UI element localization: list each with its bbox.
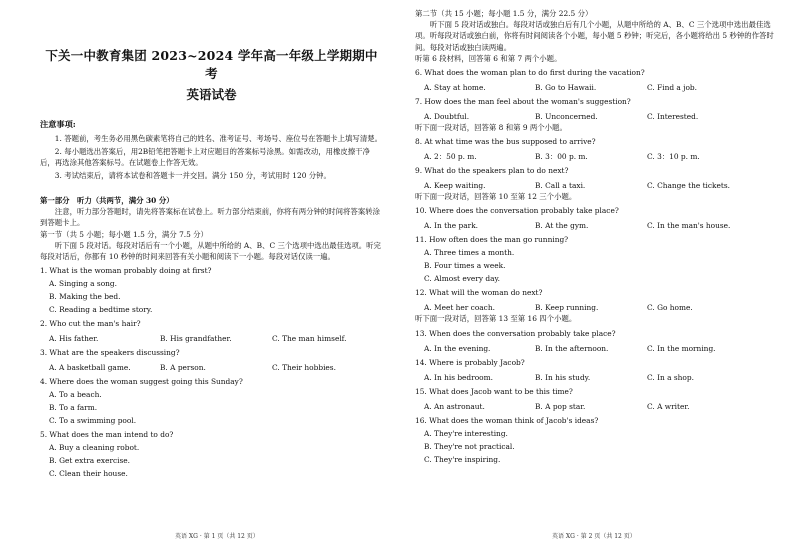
exam-subtitle: 英语试卷 [186,87,237,102]
answer-option: A. His father. [49,334,99,344]
section1-heading: 第一节（共 5 小题；每小题 1.5 分，满分 7.5 分） [40,229,208,239]
answer-option: A. In his bedroom. [424,372,493,382]
option-row [415,220,780,231]
answer-option: B. Call a taxi. [535,181,586,191]
answer-option: B. His grandfather. [160,334,232,344]
answer-option: B. To a farm. [49,403,98,413]
answer-option: B. Get extra exercise. [49,456,130,466]
answer-option: A. Keep waiting. [424,181,486,191]
answer-option: A. In the evening. [424,343,491,353]
option-row [415,82,780,93]
answer-option: B. At the gym. [535,221,589,231]
option-row [40,333,383,344]
notice-list [40,133,383,181]
answer-option: C. Reading a bedtime story. [49,305,153,315]
exam-page-2 [397,0,794,546]
option-row [415,302,780,313]
answer-option: B. Making the bed. [49,292,121,302]
part1-intro: 注意，听力部分答题时，请先将答案标在试卷上。听力部分结束前，你将有两分钟的时间将答案转涂到答题卡上。 [40,207,380,228]
material-instruction: 听下面一段对话，回答第 13 至第 16 四个小题。 [415,314,577,324]
question-stem: 6. What does the woman plan to do first during the vacation? [415,68,645,78]
answer-option: C. Clean their house. [49,469,128,479]
section2-questions [415,53,780,465]
answer-option: A. Stay at home. [424,83,486,93]
answer-option: C. They're inspiring. [424,454,501,464]
exam-title: 下关一中教育集团 2023~2024 学年高一年级上学期期中考 [45,48,378,81]
material-instruction: 听下面一段对话，回答第 8 和第 9 两个小题。 [415,123,567,133]
answer-option: C. In a shop. [647,372,694,382]
section1-questions [40,265,383,479]
answer-option: C. The man himself. [272,334,347,344]
answer-option: C. Go home. [647,303,693,313]
notice-heading: 注意事项: [40,119,76,129]
answer-option: A. Buy a cleaning robot. [49,443,140,453]
answer-option: B. A person. [160,363,206,373]
answer-option: B. 3：00 p. m. [535,152,588,162]
answer-option: B. Unconcerned. [535,112,598,122]
answer-option: A. To a beach. [49,390,102,400]
notice-item: 3. 考试结束后，请将本试卷和答题卡一并交回。满分 150 分，考试用时 120 分钟。 [54,171,331,180]
question-stem: 9. What do the speakers plan to do next? [415,166,569,176]
question-stem: 1. What is the woman probably doing at first? [40,266,212,276]
option-row [415,401,780,412]
answer-option: C. To a swimming pool. [49,416,137,426]
answer-option: C. Their hobbies. [272,363,336,373]
option-row [415,372,780,383]
option-row [415,151,780,162]
answer-option: A. Three times a month. [424,248,515,258]
question-stem: 14. Where is probably Jacob? [415,357,525,367]
question-stem: 7. How does the man feel about the woman's suggestion? [415,97,631,107]
question-stem: 8. At what time was the bus supposed to arrive? [415,137,596,147]
answer-option: A. Meet her coach. [424,303,495,313]
question-stem: 2. Who cut the man's hair? [40,319,141,329]
material-instruction: 听下面一段对话，回答第 10 至第 12 三个小题。 [415,192,577,202]
part1-heading: 第一部分 听力（共两节，满分 30 分） [40,196,174,205]
page-footer: 英语 XG · 第 1 页（共 12 页） [175,533,259,540]
notice-item: 2. 每小题选出答案后，用2B铅笔把答题卡上对应题目的答案标号涂黑。如需改动，用橡皮擦干净后，再选涂其他答案标号。在试题卷上作答无效。 [40,147,370,167]
question-stem: 16. What does the woman think of Jacob's ideas? [415,415,599,425]
answer-option: B. Go to Hawaii. [535,83,597,93]
answer-option: B. Keep running. [535,303,599,313]
question-stem: 4. Where does the woman suggest going this Sunday? [40,377,243,387]
section2-heading: 第二节（共 15 小题；每小题 1.5 分，满分 22.5 分） [415,9,593,18]
answer-option: A. In the park. [424,221,479,231]
question-stem: 5. What does the man intend to do? [40,430,174,440]
answer-option: A. A basketball game. [49,363,131,373]
answer-option: C. Find a job. [647,83,697,93]
answer-option: B. A pop star. [535,401,586,411]
answer-option: B. Four times a week. [424,261,506,271]
answer-option: A. They're interesting. [424,428,508,438]
answer-option: C. Change the tickets. [647,181,731,191]
answer-option: A. 2：50 p. m. [424,152,477,162]
question-stem: 15. What does Jacob want to be this time? [415,386,573,396]
answer-option: A. Singing a song. [49,279,117,289]
page-footer: 英语 XG · 第 2 页（共 12 页） [552,533,636,540]
answer-option: A. An astronaut. [424,401,485,411]
question-stem: 12. What will the woman do next? [415,288,543,298]
option-row [40,362,383,373]
answer-option: C. 3：10 p. m. [647,152,700,162]
answer-option: C. In the man's house. [647,221,731,231]
answer-option: C. A writer. [647,401,690,411]
answer-option: B. In the afternoon. [535,343,609,353]
question-stem: 10. Where does the conversation probably take place? [415,206,619,216]
option-row [415,111,780,122]
section1-intro: 听下面 5 段对话。每段对话后有一个小题，从题中所给的 A、B、C 三个选项中选出最佳选项。听完每段对话后，你都有 10 秒钟的时间来回答有关小题和阅读下一小题。每段对话仅读一遍。 [40,240,381,262]
answer-option: B. In his study. [535,372,591,382]
question-stem: 3. What are the speakers discussing? [40,348,180,358]
answer-option: A. Doubtful. [424,112,470,122]
answer-option: C. Interested. [647,112,699,122]
option-row [415,343,780,354]
question-stem: 13. When does the conversation probably take place? [415,328,616,338]
material-instruction: 听第 6 段材料，回答第 6 和第 7 两个小题。 [415,53,562,63]
answer-option: C. In the morning. [647,343,716,353]
option-row [415,180,780,191]
answer-option: C. Almost every day. [424,274,501,284]
answer-option: B. They're not practical. [424,441,515,451]
notice-item: 1. 答题前，考生务必用黑色碳素笔将自己的姓名、准考证号、考场号、座位号在答题卡上填写清楚。 [54,134,382,143]
section2-intro: 听下面 5 段对话或独白。每段对话或独白后有几个小题，从题中所给的 A、B、C 三个选项中选出最佳选项。听每段对话或独白前，你将有时间阅读各个小题，每小题 5 秒钟；听完后，各小题将给出 5 秒钟的作答时间。每段对话或独白读两遍。 [415,20,774,52]
question-stem: 11. How often does the man go running? [415,235,569,245]
